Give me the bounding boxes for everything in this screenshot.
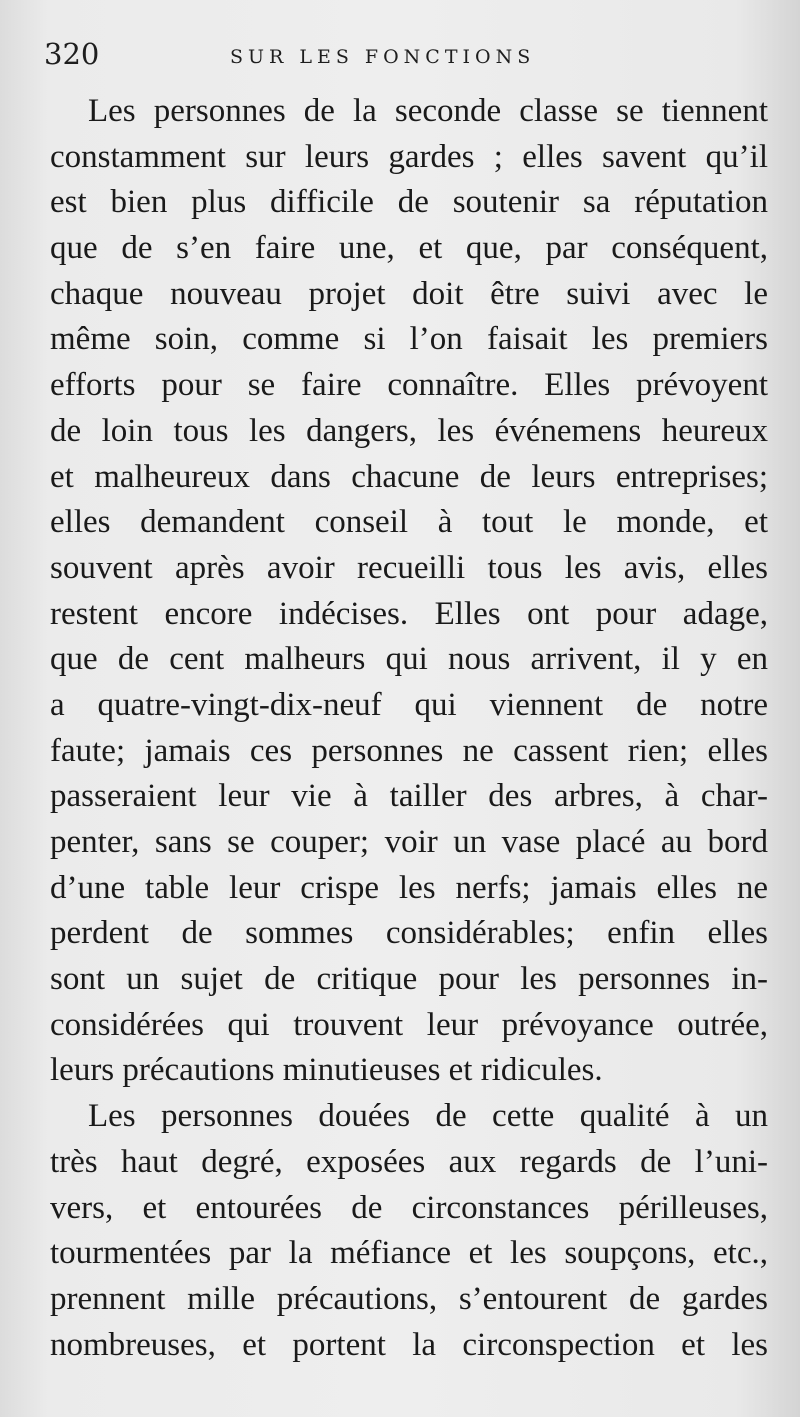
text-line: faute; jamais ces personnes ne cassent rien; elles bbox=[50, 732, 768, 769]
text-line: considérées qui trouvent leur prévoyance outrée, bbox=[50, 1006, 768, 1043]
page-header bbox=[44, 34, 770, 84]
text-line: d’une table leur crispe les nerfs; jamais elles ne bbox=[50, 869, 768, 906]
text-line: très haut degré, exposées aux regards de l’uni- bbox=[50, 1143, 768, 1180]
text-line: a quatre-vingt-dix-neuf qui viennent de notre bbox=[50, 686, 768, 723]
text-line: vers, et entourées de circonstances périlleuses, bbox=[50, 1189, 768, 1226]
text-line: leurs précautions minutieuses et ridicules. bbox=[50, 1052, 603, 1089]
text-line: sont un sujet de critique pour les personnes in- bbox=[50, 961, 768, 998]
text-line: penter, sans se couper; voir un vase placé au bord bbox=[50, 824, 768, 860]
text-line: prennent mille précautions, s’entourent de gardes bbox=[50, 1280, 768, 1317]
text-line: de loin tous les dangers, les événemens heureux bbox=[50, 412, 768, 449]
text-line: efforts pour se faire connaître. Elles prévoyent bbox=[50, 367, 768, 404]
running-head: SUR LES FONCTIONS bbox=[230, 46, 536, 68]
text-line: souvent après avoir recueilli tous les avis, elles bbox=[50, 549, 768, 586]
text-line: passeraient leur vie à tailler des arbres, à char- bbox=[50, 778, 768, 815]
text-line: Les personnes douées de cette qualité à un bbox=[88, 1098, 768, 1135]
text-line: est bien plus difficile de soutenir sa réputation bbox=[50, 184, 768, 221]
text-line: restent encore indécises. Elles ont pour adage, bbox=[50, 595, 768, 632]
paragraph-2 bbox=[50, 1094, 768, 1368]
paragraph-1 bbox=[50, 89, 768, 1094]
text-line: Les personnes de la seconde classe se tiennent bbox=[88, 93, 768, 129]
text-line: et malheureux dans chacune de leurs entreprises; bbox=[50, 458, 768, 495]
text-line: nombreuses, et portent la circonspection et les bbox=[50, 1326, 768, 1363]
text-line: constamment sur leurs gardes ; elles savent qu’il bbox=[50, 138, 768, 175]
text-line: elles demandent conseil à tout le monde, et bbox=[50, 504, 768, 541]
text-line: que de cent malheurs qui nous arrivent, il y en bbox=[50, 641, 768, 678]
text-line: que de s’en faire une, et que, par conséquent, bbox=[50, 230, 768, 267]
text-line: chaque nouveau projet doit être suivi avec le bbox=[50, 275, 768, 312]
text-line: tourmentées par la méfiance et les soupçons, etc., bbox=[50, 1235, 768, 1272]
body-text bbox=[50, 89, 768, 1368]
text-line: même soin, comme si l’on faisait les premiers bbox=[50, 321, 768, 358]
page-number: 320 bbox=[44, 37, 100, 71]
text-line: perdent de sommes considérables; enfin elles bbox=[50, 915, 768, 952]
